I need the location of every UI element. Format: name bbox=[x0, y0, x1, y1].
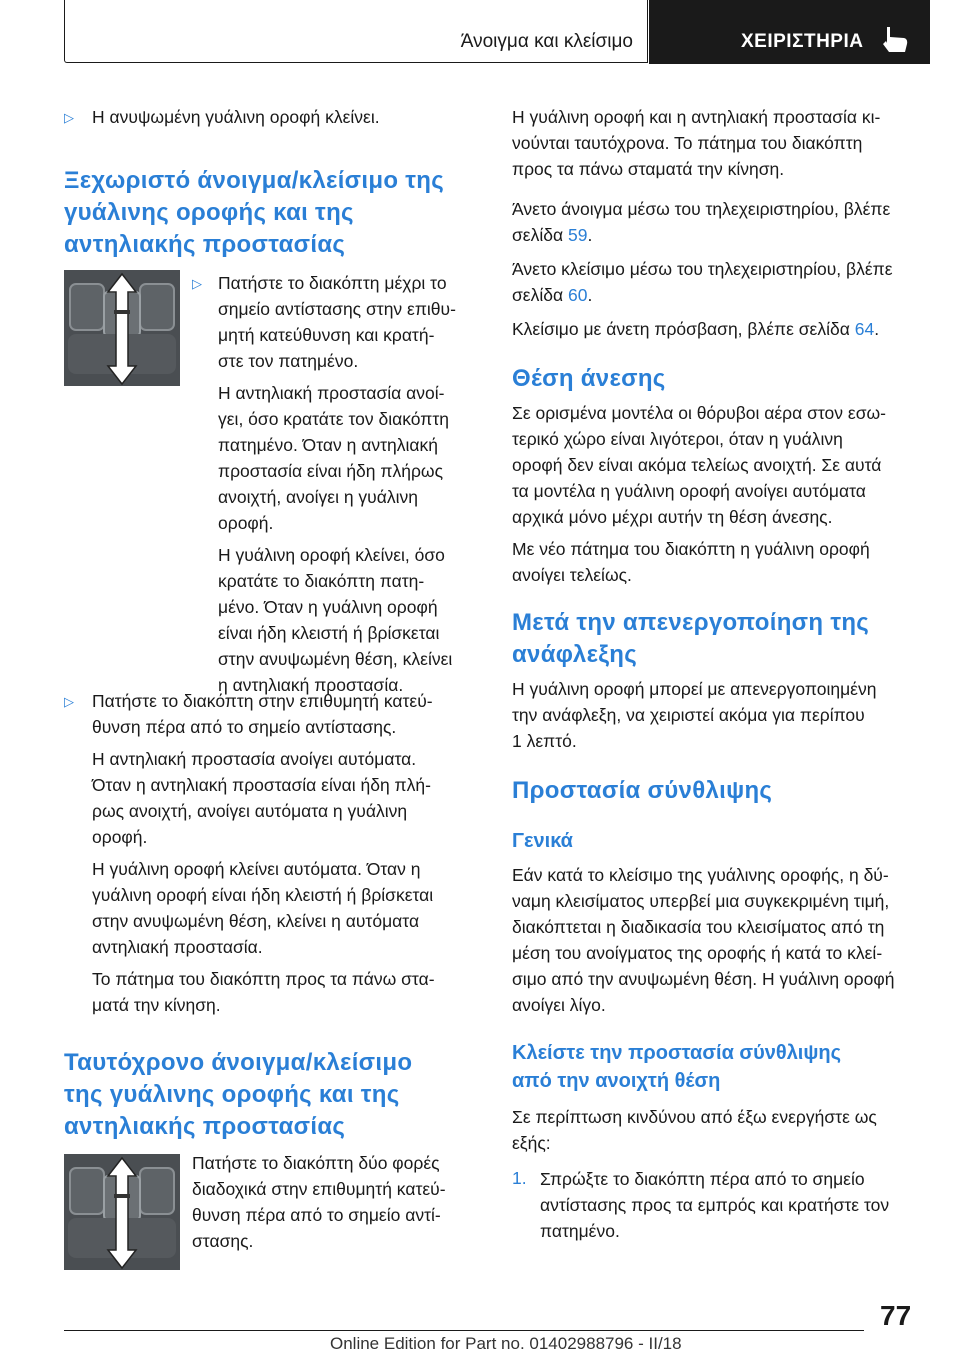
p2-line: Η αντηλιακή προστασία ανοί- bbox=[218, 383, 445, 403]
ref1-line2 bbox=[512, 222, 592, 248]
p5-line: Η γυάλινη οροφή κλείνει αυτόματα. Όταν η bbox=[92, 859, 421, 879]
b2-line3: μητή κατεύθυνση και κρατή- bbox=[218, 325, 435, 345]
page-link-59[interactable]: 59 bbox=[567, 225, 588, 245]
page-link-60[interactable]: 60 bbox=[567, 285, 588, 305]
heading-comfort: Θέση άνεσης bbox=[512, 365, 666, 392]
page-number: 77 bbox=[880, 1300, 912, 1331]
heading-after-ignition-line1: Μετά την απενεργοποίηση της bbox=[512, 609, 870, 636]
bullet-text: Η ανυψωμένη γυάλινη οροφή κλείνει. bbox=[92, 107, 380, 127]
close-line: εξής: bbox=[512, 1133, 551, 1153]
ref3-prefix: Κλείσιμο με άνετη πρόσβαση, βλέπε σελίδα bbox=[512, 319, 855, 339]
p2-line: πατημένο. Όταν η αντηλιακή bbox=[218, 435, 438, 455]
ref1-prefix: σελίδα bbox=[512, 225, 568, 245]
comfort-line: τα μοντέλα η γυάλινη οροφή ανοίγει αυτόματα bbox=[512, 481, 866, 501]
heading-simultaneous-line2: της γυάλινης οροφής και της bbox=[64, 1081, 400, 1108]
after-line: την ανάφλεξη, να χειριστεί ακόμα για περίπου bbox=[512, 705, 865, 725]
ref3-line bbox=[512, 316, 879, 342]
general-line: μέση του ανοίγματος της οροφής ή κατά το κλεί- bbox=[512, 943, 883, 963]
ref2-line1: Άνετο κλείσιμο μέσω του τηλεχειριστηρίου, βλέπε bbox=[512, 259, 893, 279]
b2-line4: στε τον πατημένο. bbox=[218, 351, 359, 371]
b2-line2: σημείο αντίστασης στην επιθυ- bbox=[218, 299, 456, 319]
right-p1-line: προς τα πάνω σταματά την κίνηση. bbox=[512, 159, 785, 179]
step1-line: Σπρώξτε το διακόπτη πέρα από το σημείο bbox=[540, 1169, 865, 1189]
p4-line: ρως ανοιχτή, ανοίγει αυτόματα η γυάλινη bbox=[92, 801, 408, 821]
bullet-triangle-icon: ▷ bbox=[192, 276, 202, 291]
after-line: 1 λεπτό. bbox=[512, 731, 577, 751]
p4-line: Όταν η αντηλιακή προστασία είναι ήδη πλή- bbox=[92, 775, 431, 795]
p5-line: γυάλινη οροφή είναι ήδη κλειστή ή βρίσκεται bbox=[92, 885, 434, 905]
close-line: Σε περίπτωση κινδύνου από έξω ενεργήστε ως bbox=[512, 1107, 877, 1127]
page-header bbox=[64, 0, 930, 64]
comfort-line: Σε ορισμένα μοντέλα οι θόρυβοι αέρα στον εσω- bbox=[512, 403, 886, 423]
p2-line: προστασία είναι ήδη πλήρως bbox=[218, 461, 443, 481]
p6-line: Το πάτημα του διακόπτη προς τα πάνω στα- bbox=[92, 969, 435, 989]
step1-line: πατημένο. bbox=[540, 1221, 620, 1241]
heading-separate-line1: Ξεχωριστό άνοιγμα/κλείσιμο της bbox=[64, 167, 445, 194]
p3-line: κρατάτε το διακόπτη πατη- bbox=[218, 571, 425, 591]
p3-line: είναι ήδη κλειστή ή βρίσκεται bbox=[218, 623, 440, 643]
p2-line: γει, όσο κρατάτε τον διακόπτη bbox=[218, 409, 449, 429]
roof-switch-image bbox=[64, 1154, 180, 1270]
roof-switch-image bbox=[64, 270, 180, 386]
right-p1-line: Η γυάλινη οροφή και η αντηλιακή προστασία κι- bbox=[512, 107, 881, 127]
heading-separate-line2: γυάλινης οροφής και της bbox=[64, 199, 354, 226]
p5-line: στην ανυψωμένη θέση, κλείνει η αυτόματα bbox=[92, 911, 420, 931]
heading-after-ignition-line2: ανάφλεξης bbox=[512, 641, 637, 668]
p3-line: η αντηλιακή προστασία. bbox=[218, 675, 404, 695]
p5-line: αντηλιακή προστασία. bbox=[92, 937, 263, 957]
section-title: Άνοιγμα και κλείσιμο bbox=[460, 31, 633, 52]
general-line: σιμο από την ανυψωμένη θέση. Η γυάλινη οροφή bbox=[512, 969, 895, 989]
chapter-tab bbox=[649, 0, 930, 64]
comfort2-line: ανοίγει τελείως. bbox=[512, 565, 632, 585]
general-line: ανοίγει λίγο. bbox=[512, 995, 606, 1015]
ref2-suffix: . bbox=[587, 285, 593, 305]
footer-divider bbox=[64, 1330, 864, 1331]
hand-pointer-icon bbox=[877, 25, 911, 55]
ref3-suffix: . bbox=[874, 319, 880, 339]
p7-line: Πατήστε το διακόπτη δύο φορές bbox=[192, 1153, 440, 1173]
bullet-triangle-icon: ▷ bbox=[64, 110, 74, 125]
heading-simultaneous-line1: Ταυτόχρονο άνοιγμα/κλείσιμο bbox=[64, 1049, 413, 1076]
general-line: διακόπτεται η διαδικασία του κλεισίματος από τη bbox=[512, 917, 885, 937]
p2-line: ανοιχτή, ανοίγει η γυάλινη bbox=[218, 487, 418, 507]
ref2-prefix: σελίδα bbox=[512, 285, 568, 305]
ref2-line2 bbox=[512, 282, 592, 308]
roof-switch-icon bbox=[64, 1154, 180, 1270]
section-tab bbox=[64, 0, 648, 63]
b3-line: Πατήστε το διακόπτη στην επιθυμητή κατεύ- bbox=[92, 691, 433, 711]
ref1-suffix: . bbox=[587, 225, 593, 245]
b3-line: θυνση πέρα από το σημείο αντίστασης. bbox=[92, 717, 397, 737]
roof-switch-icon bbox=[64, 270, 180, 386]
chapter-title: ΧΕΙΡΙΣΤΗΡΙΑ bbox=[741, 31, 864, 52]
bullet-triangle-icon: ▷ bbox=[64, 694, 74, 709]
b2-line1: Πατήστε το διακόπτη μέχρι το bbox=[218, 273, 447, 293]
p7-line: θυνση πέρα από το σημείο αντί- bbox=[192, 1205, 441, 1225]
comfort-line: οροφή δεν είναι ακόμα τελείως ανοιχτή. Σε αυτά bbox=[512, 455, 882, 475]
general-line: ναμη κλεισίματος υπερβεί μια συγκεκριμένη τιμή, bbox=[512, 891, 890, 911]
footer-edition: Online Edition for Part no. 01402988796 - II/18 bbox=[330, 1334, 682, 1353]
step-number: 1. bbox=[512, 1168, 527, 1188]
ref1-line1: Άνετο άνοιγμα μέσω του τηλεχειριστηρίου, βλέπε bbox=[512, 199, 891, 219]
step1-line: αντίστασης προς τα εμπρός και κρατήστε τον bbox=[540, 1195, 890, 1215]
heading-general: Γενικά bbox=[512, 830, 573, 852]
comfort-line: αρχικά μόνο μέχρι αυτήν τη θέση άνεσης. bbox=[512, 507, 833, 527]
p4-line: οροφή. bbox=[92, 827, 148, 847]
heading-separate-line3: αντηλιακής προστασίας bbox=[64, 231, 346, 258]
p7-line: διαδοχικά στην επιθυμητή κατεύ- bbox=[192, 1179, 446, 1199]
heading-simultaneous-line3: αντηλιακής προστασίας bbox=[64, 1113, 346, 1140]
p3-line: στην ανυψωμένη θέση, κλείνει bbox=[218, 649, 453, 669]
right-p1-line: νούνται ταυτόχρονα. Το πάτημα του διακόπτη bbox=[512, 133, 863, 153]
p7-line: στασης. bbox=[192, 1231, 254, 1251]
comfort2-line: Με νέο πάτημα του διακόπτη η γυάλινη οροφή bbox=[512, 539, 870, 559]
heading-close-protection-line2: από την ανοιχτή θέση bbox=[512, 1070, 721, 1092]
p3-line: μένο. Όταν η γυάλινη οροφή bbox=[218, 597, 438, 617]
p6-line: ματά την κίνηση. bbox=[92, 995, 221, 1015]
p3-line: Η γυάλινη οροφή κλείνει, όσο bbox=[218, 545, 445, 565]
page-link-64[interactable]: 64 bbox=[854, 319, 875, 339]
comfort-line: τερικό χώρο είναι λιγότεροι, όταν η γυάλινη bbox=[512, 429, 843, 449]
heading-pinch-protection: Προστασία σύνθλιψης bbox=[512, 777, 773, 804]
p4-line: Η αντηλιακή προστασία ανοίγει αυτόματα. bbox=[92, 749, 417, 769]
general-line: Εάν κατά το κλείσιμο της γυάλινης οροφής, η δύ- bbox=[512, 865, 889, 885]
after-line: Η γυάλινη οροφή μπορεί με απενεργοποιημένη bbox=[512, 679, 877, 699]
heading-close-protection-line1: Κλείστε την προστασία σύνθλιψης bbox=[512, 1042, 842, 1064]
p2-line: οροφή. bbox=[218, 513, 274, 533]
